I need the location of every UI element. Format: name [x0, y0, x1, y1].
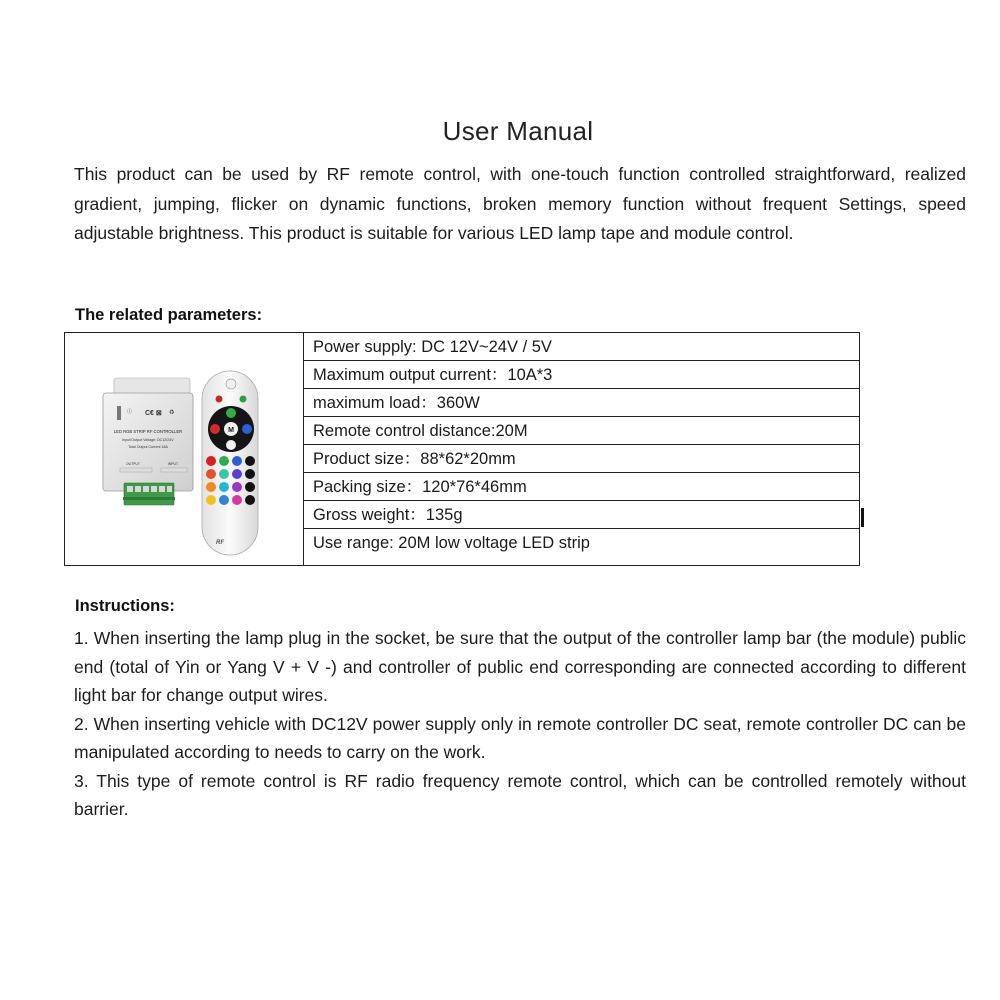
- param-gross-weight: Gross weight：135g: [304, 501, 859, 529]
- instruction-item: 1. When inserting the lamp plug in the socket, be sure that the output of the controller lamp bar (the module) public end (total of Yin or Yang V + V -) and controller of public end corresponding are connected according to different light bar for change output wires.: [74, 628, 966, 705]
- controller-box: [103, 378, 193, 491]
- product-image-cell: [65, 333, 304, 565]
- controller-current-text: Total Output Current 18A: [128, 445, 168, 449]
- parameters-table: [64, 332, 860, 566]
- param-max-load: maximum load：360W: [304, 389, 859, 417]
- param-packing-size: Packing size：120*76*46mm: [304, 473, 859, 501]
- remote-center-key: M: [228, 427, 234, 434]
- param-product-size: Product size：88*62*20mm: [304, 445, 859, 473]
- param-max-output-current: Maximum output current：10A*3: [304, 361, 859, 389]
- svg-text:♻: ♻: [169, 410, 175, 416]
- output-label: OUTPUT: [126, 462, 140, 466]
- instructions-heading: Instructions:: [75, 597, 175, 615]
- instruction-item: 3. This type of remote control is RF radio frequency remote control, which can be controlled remotely without barrier.: [74, 770, 966, 819]
- instructions-list: [74, 624, 966, 824]
- controller-label: LED RGB STRIP RF CONTROLLER: [113, 429, 183, 434]
- table-edge-mark: [861, 508, 864, 527]
- svg-text:ⓘ: ⓘ: [127, 409, 133, 415]
- param-remote-distance: Remote control distance:20M: [304, 417, 859, 445]
- controller-voltage-text: Input/Output Voltage: DC12/24V: [122, 438, 174, 442]
- terminal-block: [123, 483, 175, 505]
- remote-rf-mark: RF: [216, 540, 224, 546]
- param-use-range: Use range: 20M low voltage LED strip: [313, 534, 590, 552]
- parameters-list: [304, 333, 859, 559]
- svg-text:C€ ⊠: C€ ⊠: [145, 410, 162, 417]
- param-power-supply: Power supply: DC 12V~24V / 5V: [304, 333, 859, 361]
- input-label: INPUT: [167, 462, 179, 466]
- instruction-item: 2. When inserting vehicle with DC12V power supply only in remote controller DC seat, remote controller DC can be manipulated according to needs to carry on the work.: [74, 713, 966, 762]
- parameters-heading: The related parameters:: [75, 306, 263, 324]
- product-image: [65, 333, 303, 565]
- rf-remote: [202, 371, 258, 555]
- page-title: User Manual: [442, 116, 594, 146]
- intro-paragraph: This product can be used by RF remote control, with one-touch function controlled straightforward, realized gradient, jumping, flicker on dynamic functions, broken memory function without frequent Settings, speed adjustable brightness. This product is suitable for various LED lamp tape and module control.: [74, 164, 966, 243]
